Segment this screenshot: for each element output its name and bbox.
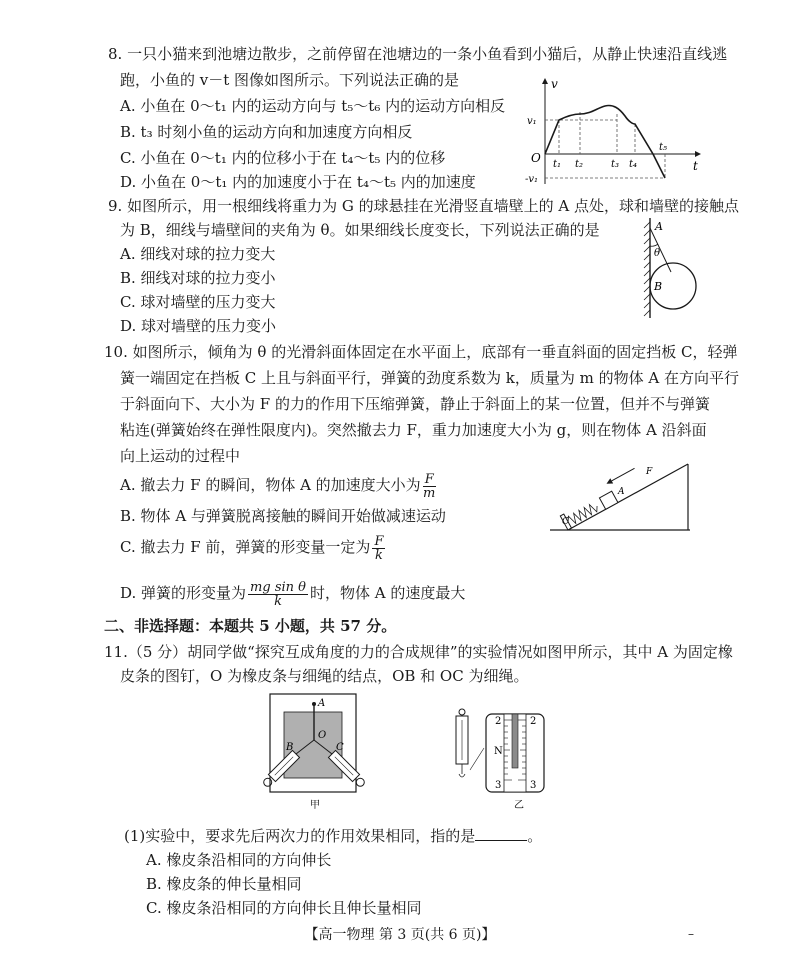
vt-curve (545, 105, 668, 178)
force-arrow (612, 468, 635, 481)
wall-hatching (644, 222, 650, 316)
block-a (599, 491, 618, 509)
y-axis-arrow-icon (542, 78, 548, 84)
a-label: A (618, 487, 625, 497)
q9-option-c: C. 球对墙壁的压力变大 (120, 293, 276, 311)
tick-2-left: 2 (495, 716, 502, 727)
t5-label: t₅ (659, 142, 668, 153)
q10-option-d: D. 弹簧的形变量为 $\frac{\text{mg sin θ}}{k}$ 时，物体 A 的速度最大 (120, 579, 466, 609)
q10-option-c-fraction: $\frac{F}{k}$ (374, 533, 384, 563)
label-a: A (318, 698, 326, 709)
q8-option-a: A. 小鱼在 0～t₁ 内的运动方向与 t₅～t₆ 内的运动方向相反 (120, 97, 506, 115)
origin-label: O (531, 151, 541, 165)
q10-option-d-fraction: $\frac{\text{mg sin θ}}{k}$ (250, 579, 306, 609)
t3-label: t₃ (611, 159, 620, 170)
point-b-label: B (654, 280, 663, 293)
q10-stem-line4: 粘连(弹簧始终在弹性限度内)。突然撤去力 F，重力加速度大小为 g，则在物体 A 沿斜面 (120, 421, 707, 439)
tick-3-left: 3 (495, 780, 502, 791)
q9-stem-line2: 为 B，细线与墙壁间的夹角为 θ。如果细线长度变长，下列说法正确的是 (120, 221, 600, 239)
q10-incline-figure (548, 460, 700, 536)
point-a-label: A (655, 220, 663, 233)
v1-label: v₁ (527, 116, 537, 127)
q10-option-a-fraction: $\frac{F}{m}$ (423, 471, 436, 501)
q8-option-b: B. t₃ 时刻小鱼的运动方向和加速度方向相反 (120, 123, 413, 141)
t2-label: t₂ (575, 159, 584, 170)
q11-sub1: (1)实验中，要求先后两次力的作用效果相同，指的是 。 (124, 827, 543, 845)
q9-figure (638, 216, 708, 320)
incline-surface (568, 464, 688, 530)
neg-v1-label: -v₁ (525, 174, 539, 185)
q9-option-b: B. 细线对球的拉力变小 (120, 269, 276, 287)
tick-2-right: 2 (530, 716, 537, 727)
theta-label: θ (654, 248, 661, 259)
q10-option-b: B. 物体 A 与弹簧脱离接触的瞬间开始做减速运动 (120, 507, 446, 525)
q11-stem-line2: 皮条的图钉，O 为橡皮条与细绳的结点，OB 和 OC 为细绳。 (120, 667, 529, 685)
q9-option-a: A. 细线对球的拉力变大 (120, 245, 276, 263)
section-2-heading: 二、非选择题：本题共 5 小题，共 57 分。 (104, 617, 397, 635)
label-b: B (286, 742, 294, 753)
pointer-rod (512, 714, 518, 768)
corner-mark: – (688, 927, 694, 941)
unit-n: N (494, 746, 503, 757)
q8-option-c: C. 小鱼在 0～t₁ 内的位移小于在 t₄～t₅ 内的位移 (120, 149, 446, 167)
answer-blank[interactable] (475, 826, 527, 841)
caption-yi: 乙 (514, 800, 524, 811)
q11-stem-line1: 11.（5 分）胡同学做“探究互成角度的力的合成规律”的实验情况如图甲所示，其中 A 为固定橡 (104, 643, 733, 661)
tick-3-right: 3 (530, 780, 537, 791)
c-label: C (562, 517, 569, 527)
q9-stem-line1: 9. 如图所示，用一根细线将重力为 G 的球悬挂在光滑竖直墙壁上的 A 点处，球和墙壁的接触点 (108, 197, 739, 215)
y-axis-label: v (551, 77, 558, 91)
theta-arc (650, 244, 658, 246)
force-arrow-head-icon (605, 478, 613, 486)
q10-option-a: A. 撤去力 F 的瞬间，物体 A 的加速度大小为 $\frac{F}{m}$ (120, 471, 436, 501)
q10-stem-line1: 10. 如图所示，倾角为 θ 的光滑斜面体固定在水平面上，底部有一垂直斜面的固定挡板 C，轻弹 (104, 343, 738, 361)
f-label: F (646, 467, 653, 477)
q11-option-a: A. 橡皮条沿相同的方向伸长 (146, 851, 332, 869)
t1-label: t₁ (553, 159, 562, 170)
x-axis-label: t (693, 159, 698, 173)
label-o: O (318, 730, 327, 741)
page-footer: 【高一物理 第 3 页(共 6 页)】 (304, 927, 496, 943)
q10-option-c: C. 撤去力 F 前，弹簧的形变量一定为 $\frac{F}{k}$ (120, 533, 384, 563)
x-axis-arrow-icon (695, 151, 701, 157)
q9-option-d: D. 球对墙壁的压力变小 (120, 317, 277, 335)
q8-stem-line2: 跑，小鱼的 v－t 图像如图所示。下列说法正确的是 (120, 71, 460, 89)
t4-label: t₄ (629, 159, 638, 170)
q11-option-b: B. 橡皮条的伸长量相同 (146, 875, 302, 893)
q8-stem-line1: 8. 一只小猫来到池塘边散步，之前停留在池塘边的一条小鱼看到小猫后，从静止快速沿直线逃 (108, 45, 728, 63)
q10-stem-line2: 簧一端固定在挡板 C 上且与斜面平行，弹簧的劲度系数为 k，质量为 m 的物体 A 在方向平行 (120, 369, 740, 387)
q10-stem-line5: 向上运动的过程中 (120, 447, 241, 465)
caption-jia: 甲 (310, 800, 320, 810)
q10-stem-line3: 于斜面向下、大小为 F 的力的作用下压缩弹簧，静止于斜面上的某一位置，但并不与弹簧 (120, 395, 710, 413)
q11-figure-jia (236, 692, 366, 810)
zoom-line (470, 748, 484, 770)
q8-vt-graph (525, 76, 705, 188)
q8-option-d: D. 小鱼在 0～t₁ 内的加速度小于在 t₄～t₅ 内的加速度 (120, 173, 476, 191)
q11-option-c: C. 橡皮条沿相同的方向伸长且伸长量相同 (146, 899, 422, 917)
q11-figure-yi (446, 708, 556, 812)
label-c: C (336, 742, 344, 753)
